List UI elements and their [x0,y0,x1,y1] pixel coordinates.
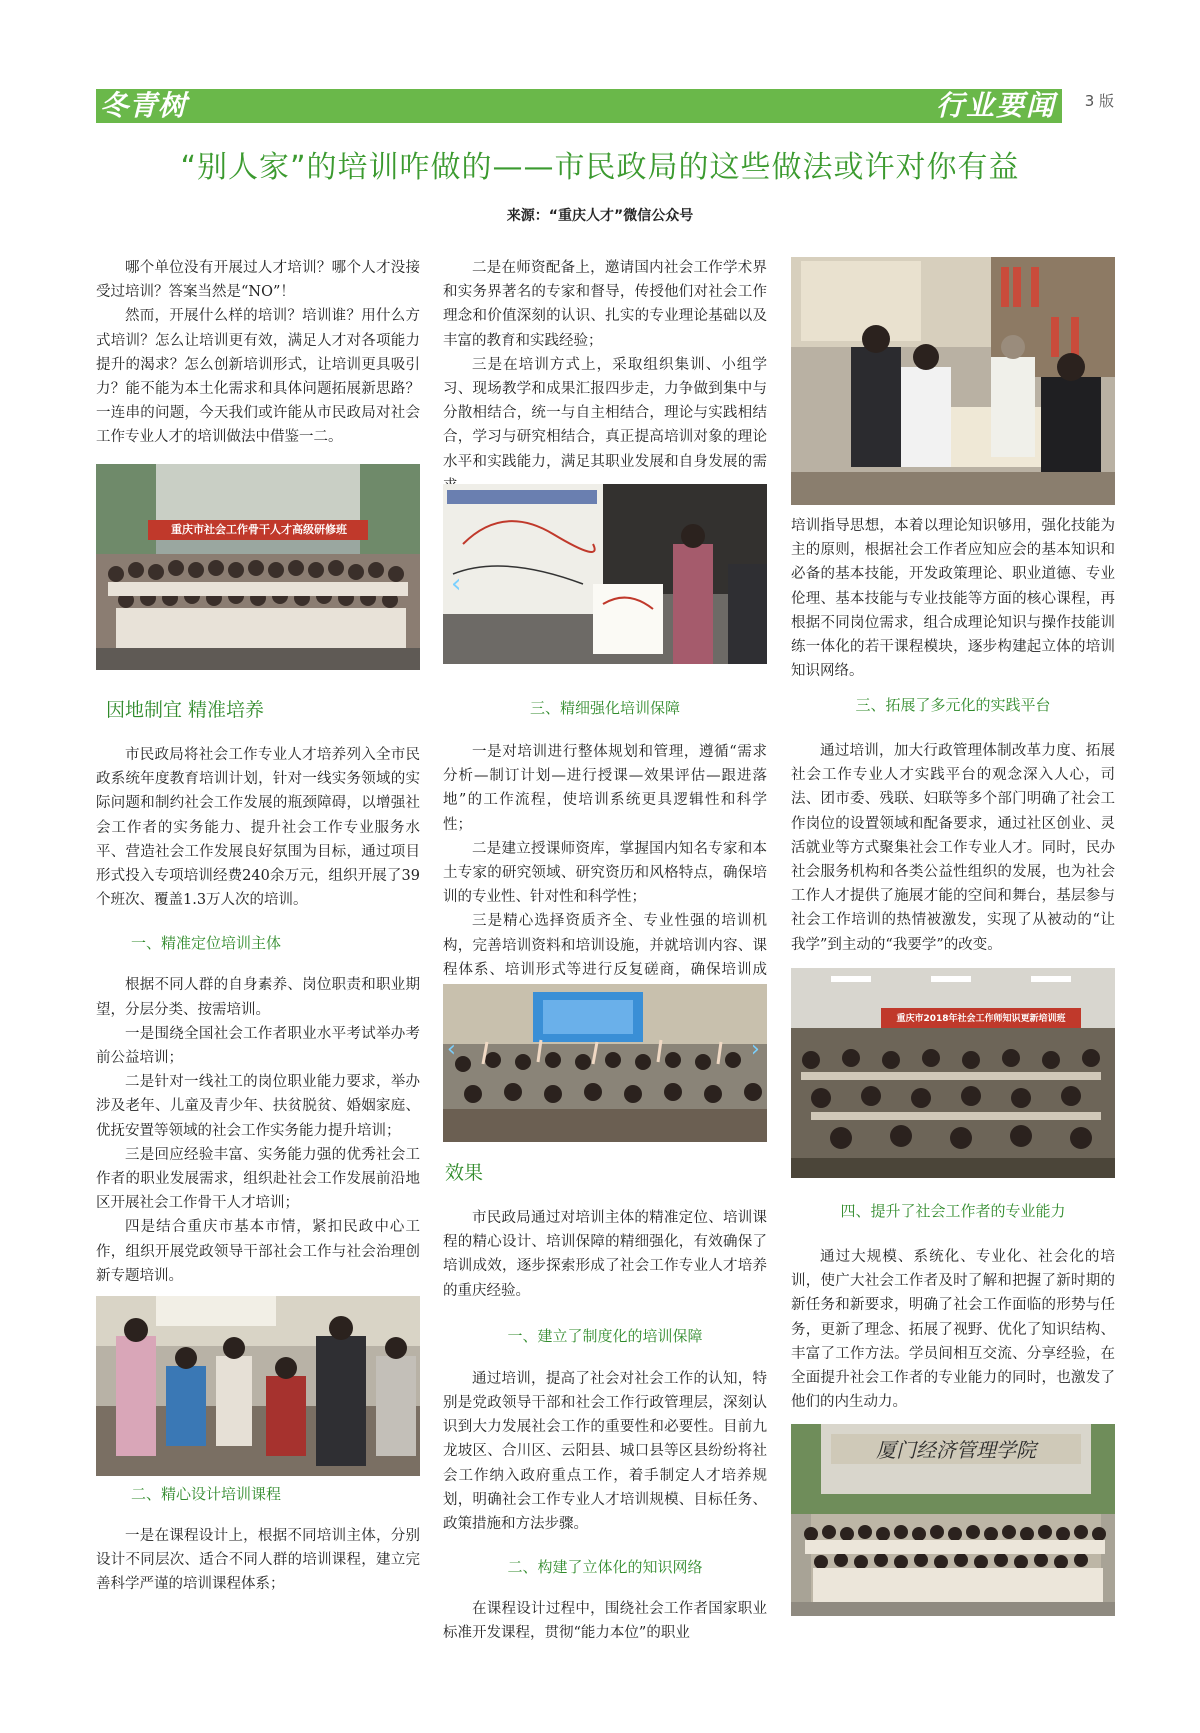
building-sign-text: 厦门经济管理学院 [876,1438,1036,1462]
paragraph: 一是围绕全国社会工作者职业水平考试举办考前公益培训； [96,1025,420,1067]
paragraph: 在课程设计过程中，围绕社会工作者国家职业标准开发课程，贯彻“能力本位”的职业 [443,1601,767,1642]
paragraph: 三是回应经验丰富、实务能力强的优秀社会工作者的职业发展需求，组织赴社会工作发展前沿地区开展社会工作骨干人才培训； [96,1146,420,1212]
subheading: 三、拓展了多元化的实践平台 [855,696,1051,714]
section-name: 行业要闻 [935,89,1056,122]
classroom-group-discussion-photo [96,1296,420,1476]
presentation-photo [443,484,767,664]
paragraph: 培训指导思想，本着以理论知识够用，强化技能为主的原则，根据社会工作者应知应会的基本知识和必备的基本技能，开发政策理论、职业道德、专业伦理、基本技能与专业技能等方面的核心课程，再根据不同岗位需求，组合成理论知识与操作技能训练一体化的若干课程模块，逐步构建起立体的培训知识网络。 [791,518,1115,680]
photo-banner-text: 重庆市社会工作骨干人才高级研修班 [171,523,347,536]
paragraph: 一是对培训进行整体规划和管理，遵循“需求分析—制订计划—进行授课—效果评估—跟进落地”的工作流程，使培训系统更具逻辑性和科学性； [443,744,767,833]
svg-text:‹: ‹ [447,1037,456,1062]
paragraph: 市民政局将社会工作专业人才培养列入全市民政系统年度教育培训计划，针对一线实务领域的实际问题和制约社会工作发展的瓶颈障碍，以增强社会工作者的实务能力、提升社会工作专业服务水平、营造社会工作发展良好氛围为目标，通过项目形式投入专项培训经费240余万元，组织开展了39个班次、覆盖1.3万人次的培训。 [96,747,420,909]
paragraph: 四是结合重庆市基本市情，紧扣民政中心工作，组织开展党政领导干部社会工作与社会治理创新专题培训。 [96,1219,420,1284]
paragraph: 通过培训，加大行政管理体制改革力度、拓展社会工作专业人才实践平台的观念深入人心，司法、团市委、残联、妇联等多个部门明确了社会工作岗位的设置领域和配备要求，通过社区创业、灵活就业等方式聚集社会工作专业人才。同时，民办社会服务机构和各类公益性组织的发展，也为社会工作人才提供了施展才能的空间和舞台，基层参与社会工作培训的热情被激发，实现了从被动的“让我学”到主动的“我要学”的改变。 [791,743,1115,953]
paragraph: 二是在师资配备上，邀请国内社会工作学术界和实务界著名的专家和督导，传授他们对社会工作理念和价值深刻的认识、扎实的专业理论基础以及丰富的教育和实践经验； [443,260,767,349]
column-3-bottom [791,1200,1115,1414]
lecture-hall-photo [443,984,767,1142]
column-2-middle [443,697,767,1006]
group-photo-seminar [96,464,420,670]
masthead-bar [96,89,1118,123]
paragraph: 一是在课程设计上，根据不同培训主体，分别设计不同层次、适合不同人群的培训课程，建立完善科学严谨的培训课程体系； [96,1528,420,1593]
column-3-middle [791,694,1115,957]
article-title: “别人家”的培训咋做的——市民政局的这些做法或许对你有益 [180,150,1020,185]
page-number: 3 版 [1084,92,1114,110]
column-1-intro [96,256,420,450]
paragraph: 三是精心选择资质齐全、专业性强的培训机构，完善培训资料和培训设施，并就培训内容、课程体系、培训形式等进行反复磋商，确保培训成 [443,913,767,978]
paragraph: 市民政局通过对培训主体的精准定位、培训课程的精心设计、培训保障的精细强化，有效确保了培训成效，逐步探索形成了社会工作专业人才培养的重庆经验。 [443,1210,767,1299]
column-2-top [443,256,767,498]
subheading: 四、提升了社会工作者的专业能力 [840,1202,1066,1220]
section-heading: 效果 [445,1162,484,1184]
small-group-meeting-photo [791,257,1115,505]
column-2-bottom [443,1158,767,1646]
training-class-hall-photo [791,968,1115,1178]
section-heading: 因地制宜 精准培养 [106,699,265,721]
paragraph: 三是在培训方式上，采取组织集训、小组学习、现场教学和成果汇报四步走，力争做到集中与分散相结合，统一与自主相结合，理论与实践相结合，学习与研究相结合，真正提高培训对象的理论水平和实践能力，满足其职业发展和自身发展的需 [443,356,767,470]
svg-text:›: › [751,1037,760,1062]
column-3-top [791,514,1115,683]
masthead-logo: 冬青树 [100,89,188,122]
article-source: 来源：“重庆人才”微信公众号 [506,208,694,224]
paragraph: 通过培训，提高了社会对社会工作的认知，特别是党政领导干部和社会工作行政管理层，深刻认识到大力发展社会工作的重要性和必要性。目前九龙坡区、合川区、云阳县、城口县等区县纷纷将社会工作纳入政府重点工作，着手制定人才培养规划，明确社会工作专业人才培训规模、目标任务、政策措施和方法步骤。 [443,1370,767,1533]
campus-group-photo [791,1424,1115,1616]
paragraph: 二是针对一线社工的岗位职业能力要求，举办涉及老年、儿童及青少年、扶贫脱贫、婚姻家庭、优抚安置等领域的社会工作实务能力提升培训； [96,1074,420,1139]
subheading: 二、精心设计培训课程 [131,1485,282,1503]
paragraph: 通过大规模、系统化、专业化、社会化的培训，使广大社会工作者及时了解和把握了新时期的新任务和新要求，明确了社会工作面临的形势与任务，更新了理念、拓展了视野、优化了知识结构、丰富了工作方法。学员间相互交流、分享经验，在全面提升社会工作者的专业能力的同时，也激发了他们的内生动力。 [791,1249,1115,1411]
svg-text:‹: ‹ [451,569,462,599]
paragraph: 根据不同人群的自身素养、岗位职责和职业期望，分层分类、按需培训。 [96,977,420,1018]
column-1-bottom [96,1483,420,1597]
subheading: 二、构建了立体化的知识网络 [507,1558,703,1577]
page-number-box [1062,89,1118,123]
photo-banner-text: 重庆市2018年社会工作师知识更新培训班 [896,1014,1066,1024]
subheading: 三、精细强化培训保障 [529,699,680,717]
subheading: 一、精准定位培训主体 [131,934,282,953]
paragraph: 然而，开展什么样的培训？培训谁？用什么方式培训？怎么让培训更有效，满足人才对各项能力提升的渴求？怎么创新培训形式，让培训更具吸引力？能不能为本土化需求和具体问题拓展新思路？一连串的问题，今天我们或许能从市民政局对社会工作专业人才的培训做法中借鉴一二。 [96,308,420,446]
paragraph: 二是建立授课师资库，掌握国内知名专家和本土专家的研究领域、研究资历和风格特点，确保培训的专业性、针对性和科学性； [443,840,767,906]
column-1-body [96,695,420,1288]
subheading: 一、建立了制度化的培训保障 [507,1326,703,1345]
paragraph: 哪个单位没有开展过人才培训？哪个人才没接受过培训？答案当然是“NO”！ [96,260,420,301]
